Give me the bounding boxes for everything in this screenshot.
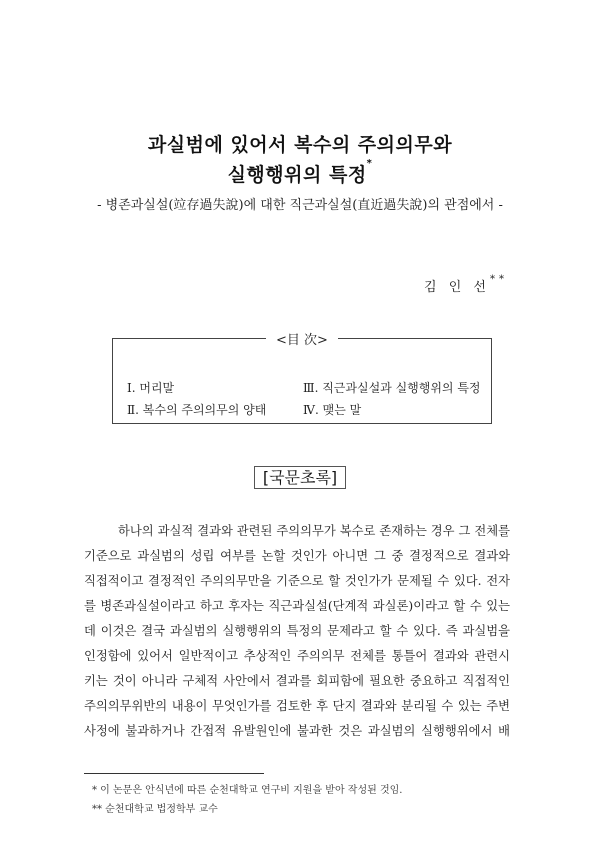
abstract-line: 하나의 과실적 결과와 관련된 주의의무가 복수로 존재하는 경우 그 전체를 <box>118 524 510 538</box>
toc-heading: <目 次> <box>266 333 338 348</box>
paper-subtitle: - 병존과실설(竝存過失說)에 대한 직근과실설(直近過失說)의 관점에서 - <box>97 198 503 213</box>
abstract-line: 직접적이고 결정적인 주의의무만을 기준으로 할 것인가가 문제될 수 있다. 전자 <box>84 574 510 588</box>
abstract-line: 인정함에 있어서 일반적이고 추상적인 주의의무 전체를 통틀어 결과와 관련시 <box>84 649 510 663</box>
abstract-line: 키는 것이 아니라 구체적 사안에서 결과를 회피함에 필요한 중요하고 직접적인 <box>84 674 510 688</box>
abstract-line: 주의의무위반의 내용이 무엇인가를 검토한 후 단지 결과와 분리될 수 있는 주변 <box>84 699 510 713</box>
toc-item: Ⅱ. 복수의 주의의무의 양태 <box>127 403 267 417</box>
footnote: ** 순천대학교 법정학부 교수 <box>92 804 218 815</box>
table-of-contents <box>112 333 492 424</box>
abstract-heading-wrap <box>0 465 600 488</box>
author-name: 김 인 선** <box>424 274 508 295</box>
abstract-line: 데 이것은 결국 과실범의 실행행위의 특정의 문제라고 할 수 있다. 즉 과실범을 <box>84 624 510 638</box>
paper-title-line-2: 실행행위의 특정* <box>227 158 373 186</box>
toc-item: Ⅲ. 직근과실설과 실행행위의 특정 <box>303 381 481 395</box>
toc-item: Ⅰ. 머리말 <box>127 381 175 395</box>
footnote-divider <box>84 773 264 774</box>
paper-title-line-1: 과실범에 있어서 복수의 주의의무와 <box>147 134 453 156</box>
abstract-heading: [국문초록] <box>254 466 346 489</box>
title-footnote-marker: * <box>366 158 373 169</box>
toc-item: Ⅳ. 맺는 말 <box>303 403 362 417</box>
footnote: * 이 논문은 안식년에 따른 순천대학교 연구비 지원을 받아 작성된 것임. <box>92 785 403 796</box>
abstract-line: 를 병존과실설이라고 하고 후자는 직근과실설(단계적 과실론)이라고 할 수 있는 <box>84 599 510 613</box>
author-footnote-marker: ** <box>490 274 508 285</box>
abstract-line: 사정에 불과하거나 간접적 유발원인에 불과한 것은 과실범의 실행행위에서 배 <box>84 724 510 738</box>
abstract-line: 기준으로 과실범의 성립 여부를 논할 것인가 아니면 그 중 결정적으로 결과와 <box>84 549 510 563</box>
